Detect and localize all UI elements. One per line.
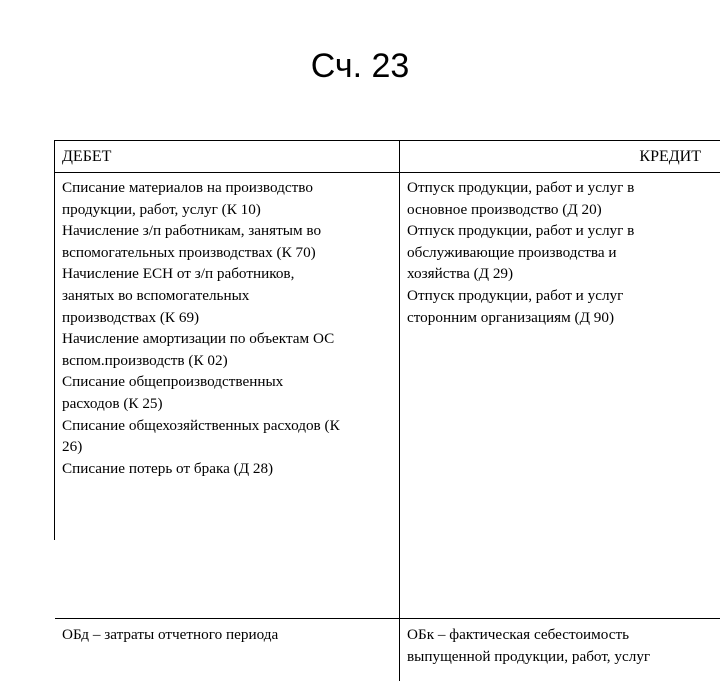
credit-entries-cell (400, 173, 720, 618)
debit-line: производствах (К 69) (62, 308, 200, 326)
credit-header: КРЕДИТ (639, 148, 701, 165)
debit-total-line: ОБд – затраты отчетного периода (62, 626, 279, 643)
credit-line: хозяйства (Д 29) (407, 265, 514, 283)
credit-line: Отпуск продукции, работ и услуг в (407, 222, 635, 240)
debit-line: Списание общепроизводственных (62, 373, 284, 391)
entries-row (55, 173, 720, 619)
debit-header-cell (55, 141, 400, 172)
t-account-table (54, 140, 720, 665)
credit-line: основное производство (Д 20) (407, 200, 602, 218)
debit-line: вспом.производств (К 02) (62, 351, 228, 369)
debit-line: Списание общехозяйственных расходов (К (62, 416, 340, 434)
debit-total (62, 624, 398, 646)
page-title: Сч. 23 (310, 47, 410, 85)
debit-total-cell (55, 619, 400, 681)
debit-line: Начисление амортизации по объектам ОС (62, 330, 335, 348)
credit-total-line: выпущенной продукции, работ, услуг (407, 647, 651, 665)
debit-entries-cell (55, 173, 400, 618)
debit-entries (62, 177, 398, 479)
debit-line: Начисление ЕСН от з/п работников, (62, 265, 295, 283)
debit-line: 26) (62, 438, 83, 456)
debit-line: продукции, работ, услуг (К 10) (62, 200, 261, 218)
credit-header-cell (400, 141, 720, 172)
credit-line: сторонним организациям (Д 90) (407, 308, 615, 326)
credit-line: Отпуск продукции, работ и услуг в (407, 179, 635, 196)
debit-line: занятых во вспомогательных (62, 286, 250, 304)
credit-line: обслуживающие производства и (407, 243, 617, 261)
debit-line: Списание потерь от брака (Д 28) (62, 459, 274, 477)
credit-total-cell (400, 619, 720, 681)
credit-line: Отпуск продукции, работ и услуг (407, 286, 624, 304)
credit-entries (407, 177, 717, 328)
debit-line: Начисление з/п работникам, занятым во (62, 222, 322, 240)
debit-line: вспомогательных производствах (К 70) (62, 243, 316, 261)
header-row (55, 141, 720, 173)
debit-line: расходов (К 25) (62, 394, 163, 412)
totals-row (55, 619, 720, 681)
debit-line: Списание материалов на производство (62, 179, 313, 196)
credit-total (407, 624, 717, 667)
credit-total-line: ОБк – фактическая себестоимость (407, 626, 630, 643)
debit-header: ДЕБЕТ (62, 148, 112, 165)
